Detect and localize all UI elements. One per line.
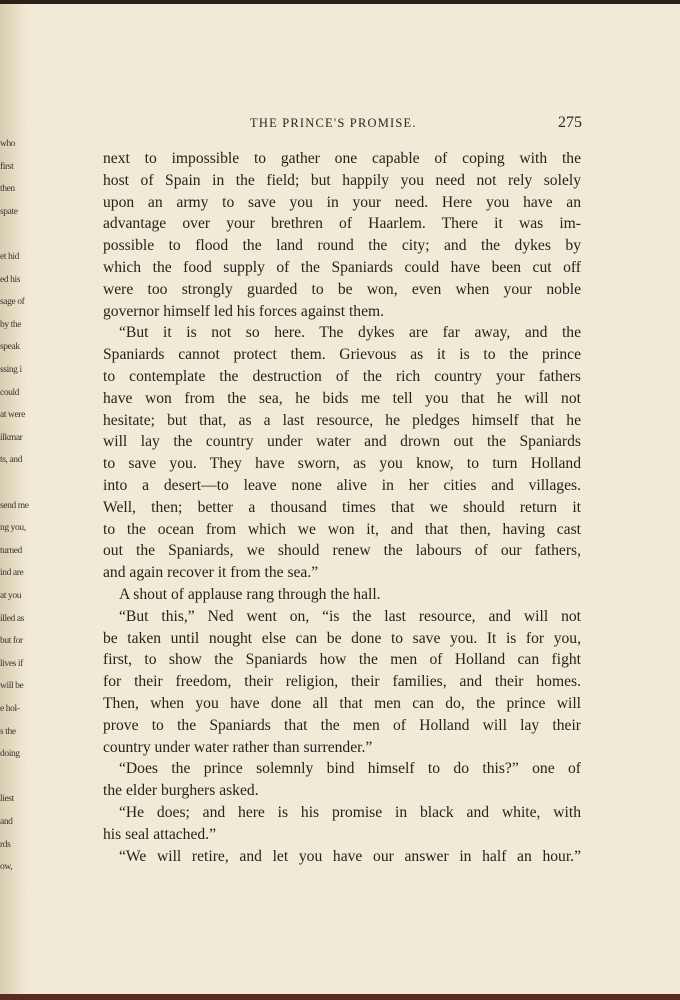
text-line: “But it is not so here. The dykes are far away, and the [119, 324, 581, 342]
bleed-fragment: by the [0, 319, 22, 330]
text-line: will lay the country under water and drown out the Spaniards [103, 433, 581, 451]
text-line: to save you. They have sworn, as you know, to turn Holland [103, 455, 581, 473]
page-number: 275 [558, 114, 582, 131]
bleed-fragment: ssing i [0, 365, 22, 375]
bleed-fragment: at were [0, 410, 25, 421]
text-line: Then, when you have done all that men can do, the prince will [103, 694, 581, 712]
bleed-fragment: who [0, 139, 16, 149]
text-line: advantage over your brethren of Haarlem. There it was im- [103, 215, 581, 233]
bleed-fragment: but for [0, 636, 23, 647]
bleed-fragment: s the [0, 726, 16, 737]
book-bottom-edge [0, 994, 680, 1000]
text-line: were too strongly guarded to be won, even when your noble [103, 280, 581, 298]
body-text [103, 148, 581, 867]
bleed-fragment: lives if [0, 658, 23, 669]
bleed-fragment: spate [0, 206, 18, 217]
bleed-fragment: and [0, 817, 13, 827]
bleed-fragment: ind are [0, 568, 24, 579]
text-line: prove to the Spaniards that the men of Holland will lay their [103, 716, 581, 734]
bleed-fragment: then [0, 184, 15, 195]
text-line: next to impossible to gather one capable of coping with the [103, 150, 581, 167]
text-line: have won from the sea, he bids me tell you that he will not [103, 389, 581, 407]
text-line: “We will retire, and let you have our answer in half an hour.” [119, 847, 581, 865]
bleed-fragment: at you [0, 591, 22, 601]
bleed-fragment: will be [0, 681, 24, 692]
bleed-fragment: speak [0, 342, 20, 353]
bleed-fragment: ng you, [0, 523, 26, 534]
text-line: “He does; and here is his promise in black and white, with [119, 803, 581, 821]
text-line: country under water rather than surrender.” [103, 738, 373, 756]
bleed-fragment: rds [0, 839, 11, 850]
bleed-fragment: ilkmar [0, 432, 23, 443]
text-line: first, to show the Spaniards how the men of Holland can fight [103, 651, 581, 669]
text-line: to the ocean from which we won it, and that then, having cast [103, 520, 581, 538]
bleed-fragment: e hol- [0, 704, 20, 714]
bleed-fragment: doing [0, 749, 20, 760]
text-line: Well, then; better a thousand times that we should return it [103, 498, 581, 516]
text-line: and again recover it from the sea.” [103, 564, 319, 582]
bleed-fragment: ed his [0, 274, 21, 285]
bleed-fragment: sage of [0, 297, 25, 308]
page-header [250, 114, 582, 134]
text-line: his seal attached.” [103, 825, 217, 843]
bleed-fragment: liest [0, 794, 14, 805]
text-line: hesitate; but that, as a last resource, he pledges himself that he [103, 411, 581, 429]
bleed-fragment: turned [0, 545, 22, 556]
bleed-fragment: send me [0, 500, 29, 511]
text-line: into a desert—to leave none alive in her cities and villages. [103, 476, 581, 494]
text-line: governor himself led his forces against them. [103, 302, 385, 320]
bleed-fragment: could [0, 387, 20, 398]
bleed-fragment: ow, [0, 862, 13, 873]
text-line: for their freedom, their religion, their families, and their homes. [103, 673, 581, 691]
text-line: A shout of applause rang through the hall. [119, 585, 381, 603]
bleed-fragment: et hid [0, 252, 19, 262]
text-line: Spaniards cannot protect them. Grievous as it is to the prince [103, 346, 581, 364]
text-line: “Does the prince solemnly bind himself to do this?” one of [119, 760, 581, 778]
text-line: out the Spaniards, we should renew the labours of our fathers, [103, 542, 581, 560]
text-line: to contemplate the destruction of the rich country your fathers [103, 367, 581, 385]
text-line: the elder burghers asked. [103, 782, 259, 800]
bleed-fragment: ts, and [0, 455, 23, 466]
book-page [0, 4, 680, 994]
text-line: upon an army to save you in your need. Here you have an [103, 193, 581, 211]
text-line: which the food supply of the Spaniards could have been cut off [103, 258, 581, 276]
text-line: “But this,” Ned went on, “is the last resource, and will not [119, 607, 581, 625]
running-title: THE PRINCE'S PROMISE. [250, 116, 417, 130]
text-line: host of Spain in the field; but happily you need not rely solely [103, 171, 581, 189]
text-line: possible to flood the land round the city; and the dykes by [103, 237, 581, 255]
bleed-fragment: first [0, 161, 14, 172]
text-line: be taken until nought else can be done to save you. It is for you, [103, 629, 581, 647]
bleed-fragment: illed as [0, 613, 24, 624]
